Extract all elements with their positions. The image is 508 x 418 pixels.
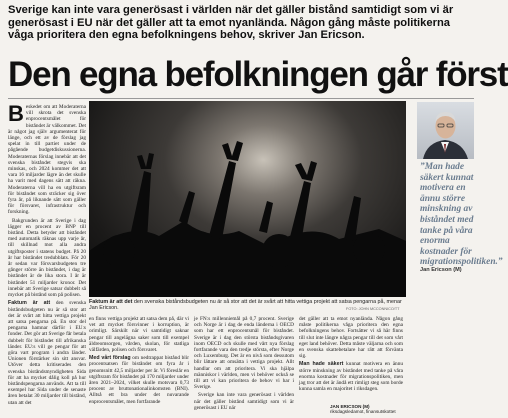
col3-paragraph-1: je FN:s millenniemål på 0,7 procent. Sverige och Norge är i dag de enda länderna i OECD som har ett enprocentsmål för biståndet. Sverige är i dag den största biståndsgivaren inom OECD och skulle med vårt nya förslag fortfarande vara den tredje största, efter Norge och Luxemburg. Det är en nivå som dessutom blir lättare att omsätta i vettiga projekt. Allt handlar om att prioritera. Vi ska hjälpa människor i världen, men vi behöver också se till att vi kan prioritera de behov vi har i Sverige. xyxy=(194,316,294,391)
col4-subhead: Man hade säkert xyxy=(299,361,344,368)
col1-paragraph-3: den svenska biståndsbudgeten nu är så stor att det är svårt att hitta vettiga projekt att satsa pengarna på. En stor del pengarna hamnar därför i EU:s fonder. Det gör att Sverige får betala dubbelt för biståndet till afrikanska länder. EU:s vill ge pengar för att göra vart program i andra länder. Unionen förstärker sin sitt ansvar. Utöver detta kritiserades den svenska biståndsmyndigheten Sida för att ha mycket dålig koll på hur biståndspengarna används. Att ta till exempel har Sida under de senaste åren betalat 30 miljarder till bistånd, utan att det xyxy=(8,300,86,406)
article-column-3 xyxy=(194,316,294,416)
article-photo xyxy=(89,101,406,297)
headline: Den egna befolkningen går först xyxy=(8,55,508,94)
col4-paragraph-2: kunnat motivera en ännu större minskning av biståndet med tanke på våra enorma kostnader för migrationspolitiken, men jag tror att det är ändå ett rimligt steg som borde kunna samla en majoritet i riksdagen. xyxy=(299,361,403,393)
portrait-image xyxy=(417,102,474,159)
col1-paragraph-2: Bakgrunden är att Sverige i dag lägger en procent av BNP till bistånd. Detta betyder att biståndet med automatik räknas upp varje år, till skillnad mot alla andra utgiftsposter i statens budget. På 20 år har biståndet tredubblats. För 20 år sedan var försvarsbudgeten tre gånger större än biståndet, i dag är biståndet är de lika stora. I år är biståndet 51 miljarder kronor. Det innebär att Sverige satsar dubbelt så mycket på bistånd som på polisen. xyxy=(8,217,86,299)
pull-quote-author: Jan Ericson (M) xyxy=(420,267,462,273)
photo-credit: FOTO: JOHN MCCONNICO/TT xyxy=(346,307,400,311)
col1-paragraph-1: eskedet om att Moderaterna vill skrota det svenska enprocentsmålet för biståndet är välkommet. Det är något jag själv argumenterat för länge, och ett av de förslag jag spelat in till partiet under de pågående budgetdiskussionerna. Moderaternas förslag innebär att det svenska biståndet stegvis ska minskas, och 2024 kommer det att vara 16 miljarder lägre än det skulle ha varit med dagens sätt att räkna. Moderaterna vill ha en utgiftsram för biståndet som sträcker sig över fyra år, på liknande sätt som gäller för försvaret, infrastruktur och forskning. xyxy=(8,104,86,216)
col2-paragraph-1: en finns vettiga projekt att satsa dem på, där vi vet att mycket försvinner i korruption, är orimligt. Särskilt när vi samtidigt saknar pengar till angelägna saker som till exempel äldreomsorgen, vården, skolan, för statliga välfärden, polisen och försvaret. xyxy=(89,316,189,354)
author-name: JAN ERICSON (M) xyxy=(330,404,370,409)
col2-paragraph-2: om nedtrappat bistånd blir procentsatsen för biståndet om fyra år i genomsnitt 42,5 miljarder per år. Vi föreslår en utgiftsram för biståndet på 170 miljarder under åren 2021–2024, vilket skulle motsvara 0,73 procent av bruttonationalinkomsten (BNI). Alltså ett bra under det nuvarande enprocentsmålet, men fortfarande xyxy=(89,355,190,405)
drop-cap: B xyxy=(8,101,24,126)
article-column-1 xyxy=(8,101,86,416)
author-portrait xyxy=(417,102,474,159)
crowd-hands-image xyxy=(89,101,406,297)
article-column-4 xyxy=(299,316,403,402)
caption-label: Faktum är att det xyxy=(89,299,133,305)
divider xyxy=(8,98,474,99)
author-signature xyxy=(330,404,410,415)
col4-paragraph-1: det gäller att ta emot nyanlända. Någon gång måste politikerna våga prioritera den egna befolkningens behov. Fortsätter vi så här finns till slut inte längre några pengar till det som vårt eget land behöver. Detta måste väljarna och som en svenska skattebetalare har rätt att förvänta sig. xyxy=(299,316,403,360)
caption-text: den svenska biståndsbudgeten nu är så stor att det är svårt att hitta vettiga projekt att satsa pengarna på, menar Jan Ericson. xyxy=(89,299,402,312)
article-column-2 xyxy=(89,316,189,416)
author-role: riksdagsledamot, finansutskottet xyxy=(330,409,396,415)
col2-subhead: Med vårt förslag xyxy=(89,355,131,362)
pull-quote: ”Man hade säkert kunnat motivera en ännu större minskning av biståndet med tanke på våra enorma kostnader för migrationspolitiken.” xyxy=(420,162,503,268)
lead-paragraph: Sverige kan inte vara generösast i världen när det gäller bistånd samtidigt som vi är generösast i EU när det gäller att ta emot nyanlända. Någon gång måste politikerna våga prioritera den egna befolkningens behov, skriver Jan Ericson. xyxy=(8,4,454,42)
col3-paragraph-2: Sverige kan inte vara generösast i världen när det gäller bistånd samtidigt som vi är generösast i EU när xyxy=(194,392,294,411)
col1-subhead: Faktum är att xyxy=(8,300,51,307)
